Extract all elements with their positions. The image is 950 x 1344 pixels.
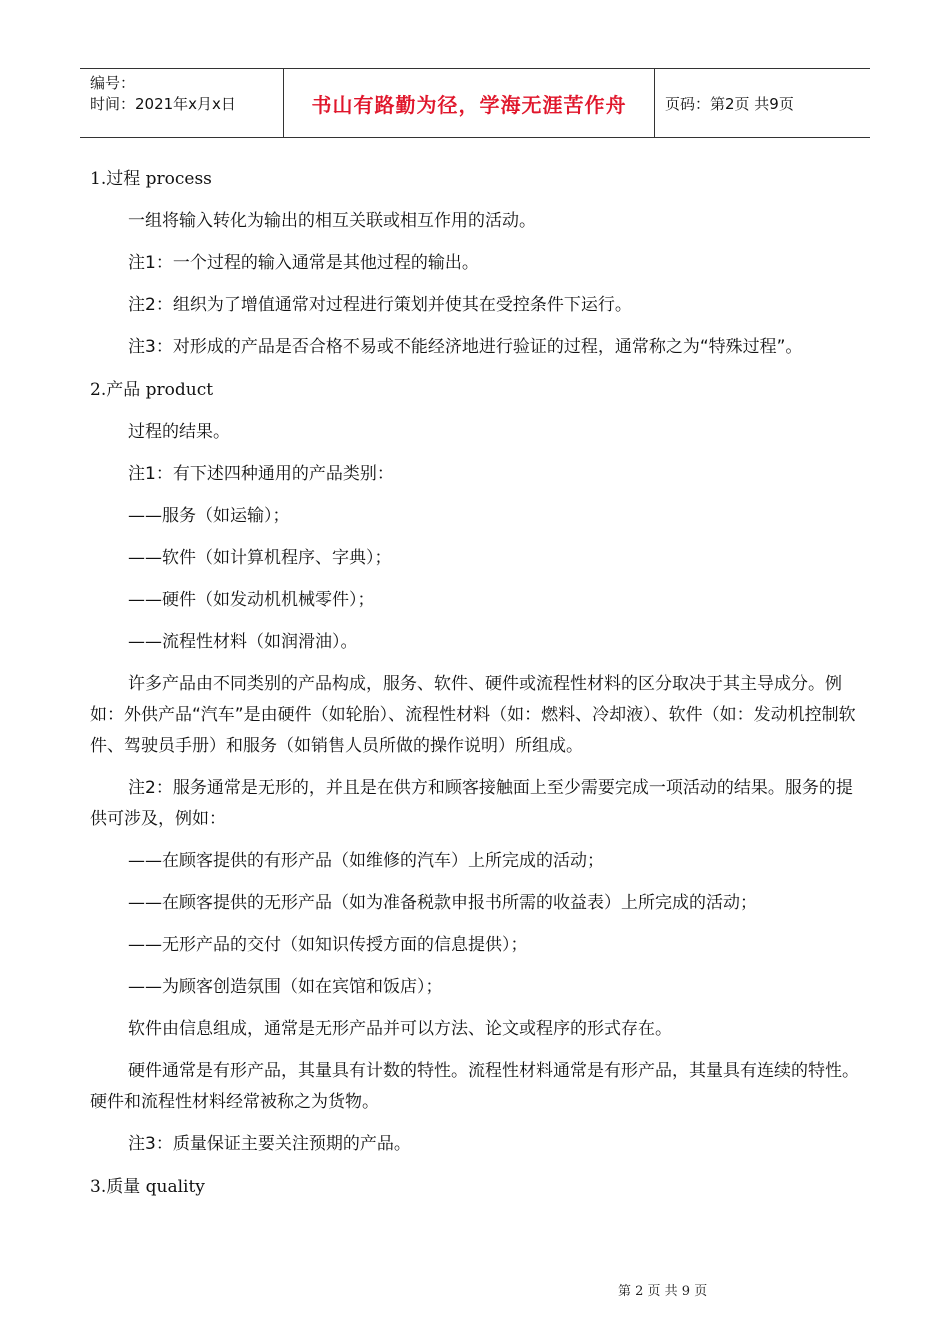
list-item: ——服务（如运输）； [128, 506, 290, 526]
body-paragraph: 软件由信息组成，通常是无形产品并可以方法、论文或程序的形式存在。 [128, 1019, 672, 1039]
page-header [80, 68, 870, 138]
section-heading-quality: 3.质量 quality [90, 1177, 205, 1197]
list-item: ——无形产品的交付（如知识传授方面的信息提供）； [128, 935, 528, 955]
body-paragraph: 硬件通常是有形产品，其量具有计数的特性。流程性材料通常是有形产品，其量具有连续的特性。硬件和流程性材料经常被称之为货物。 [90, 1061, 859, 1112]
definition-paragraph: 过程的结果。 [128, 422, 230, 442]
header-page-info: 页码：第2页 共9页 [665, 94, 794, 113]
document-body [90, 164, 868, 1203]
definition-paragraph: 一组将输入转化为输出的相互关联或相互作用的活动。 [128, 211, 536, 231]
note-paragraph: 注2：组织为了增值通常对过程进行策划并使其在受控条件下运行。 [128, 295, 632, 315]
body-paragraph: 许多产品由不同类别的产品构成，服务、软件、硬件或流程性材料的区分取决于其主导成分。例如：外供产品“汽车”是由硬件（如轮胎）、流程性材料（如：燃料、冷却液）、软件（如：发动机控制软件、驾驶员手册）和服务（如销售人员所做的操作说明）所组成。 [90, 674, 856, 756]
note-paragraph: 注1：有下述四种通用的产品类别： [128, 464, 394, 484]
section-heading-product: 2.产品 product [90, 380, 214, 400]
list-item: ——流程性材料（如润滑油）。 [128, 632, 358, 652]
list-item: ——在顾客提供的无形产品（如为准备税款申报书所需的收益表）上所完成的活动； [128, 893, 757, 913]
note-paragraph: 注3：对形成的产品是否合格不易或不能经济地进行验证的过程，通常称之为“特殊过程”。 [128, 337, 803, 357]
note-paragraph: 注2：服务通常是无形的，并且是在供方和顾客接触面上至少需要完成一项活动的结果。服务的提供可涉及，例如： [90, 778, 853, 829]
note-paragraph: 注1：一个过程的输入通常是其他过程的输出。 [128, 253, 479, 273]
note-paragraph: 注3：质量保证主要关注预期的产品。 [128, 1134, 411, 1154]
list-item: ——软件（如计算机程序、字典）； [128, 548, 392, 568]
header-meta [80, 69, 283, 137]
document-number-label: 编号： [90, 74, 136, 92]
list-item: ——为顾客创造氛围（如在宾馆和饭店）； [128, 977, 443, 997]
header-motto: 书山有路勤为径，学海无涯苦作舟 [283, 69, 655, 137]
list-item: ——硬件（如发动机机械零件）； [128, 590, 375, 610]
footer-page-number: 第 2 页 共 9 页 [618, 1284, 708, 1299]
list-item: ——在顾客提供的有形产品（如维修的汽车）上所完成的活动； [128, 851, 604, 871]
section-heading-process: 1.过程 process [90, 169, 212, 189]
document-time-label: 时间：2021年x月x日 [90, 95, 236, 113]
